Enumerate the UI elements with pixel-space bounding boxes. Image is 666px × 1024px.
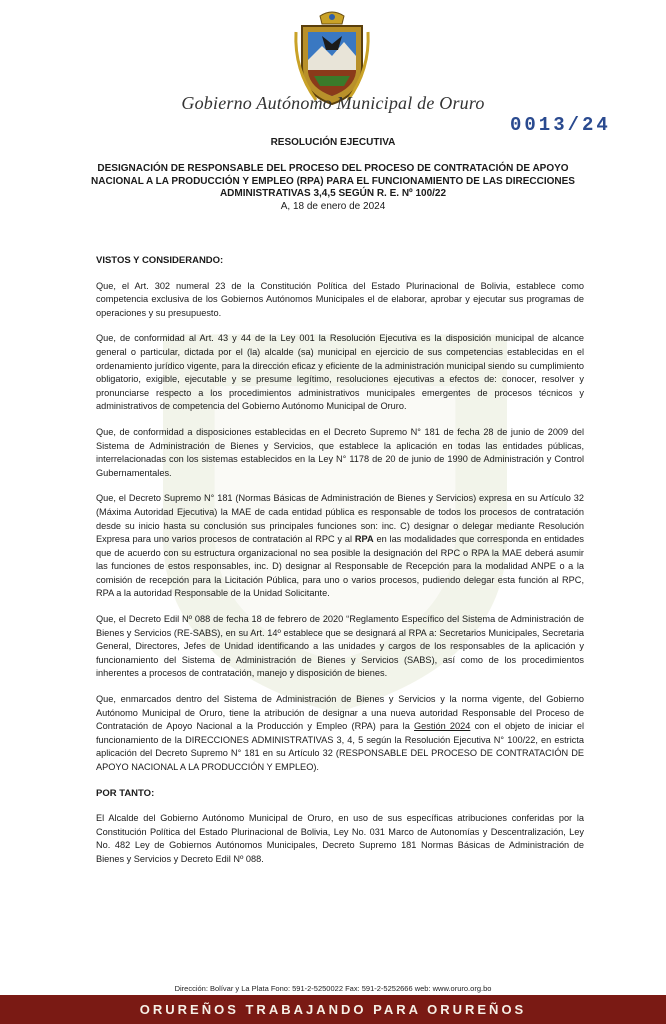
resolution-number-stamp: 0013/24 xyxy=(510,114,611,136)
government-name: Gobierno Autónomo Municipal de Oruro xyxy=(181,93,485,113)
paragraph-4 xyxy=(96,492,584,601)
heading-por-tanto: POR TANTO: xyxy=(96,787,155,799)
paragraph-4-bold: RPA xyxy=(354,534,374,545)
resolution-label: RESOLUCIÓN EJECUTIVA xyxy=(270,137,396,148)
paragraph-2: Que, de conformidad al Art. 43 y 44 de la Ley 001 la Resolución Ejecutiva es la disposición municipal de alcance general o particular, dictada por el (la) alcalde (sa) municipal en ejercicio de sus competencias establecidas en el ordenamiento jurídico vigente, para la dirección eficaz y eficiente de la administración municipal siendo su cumplimiento obligatorio, exigible, ejecutable y se presume legítimo, resoluciones ejecutivas a efectos de: conocer, resolver y pronunciarse respecto a los procedimientos administrativos municipales emergentes de procesos técnicos y administrativos de competencia del Gobierno Autónomo Municipal de Oruro. xyxy=(96,333,584,412)
paragraph-1: Que, el Art. 302 numeral 23 de la Constitución Política del Estado Plurinacional de Bolivia, establece como competencia exclusiva de los Gobiernos Autónomos Municipales el de elaborar, aprobar y ejecutar sus programas de operaciones y su presupuesto. xyxy=(96,280,584,318)
paragraph-6 xyxy=(96,693,584,775)
paragraph-3: Que, de conformidad a disposiciones establecidas en el Decreto Supremo N° 181 de fecha 28 de junio de 2009 del Sistema de Administración de Bienes y Servicios, que establece la aplicación en todas las entidades públicas, interrelacionadas con los sistemas establecidos en la Ley N° 1178 de 20 de junio de 1990 de Administración y Control Gubernamentales. xyxy=(96,426,584,478)
resolution-subject: DESIGNACIÓN DE RESPONSABLE DEL PROCESO DEL PROCESO DE CONTRATACIÓN DE APOYO NACIONAL A LA PRODUCCIÓN Y EMPLEO (RPA) PARA EL FUNCIONAMIENTO DE LAS DIRECCIONES ADMINISTRATIVAS 3,4,5 SEGÚN R. E. Nº 100/22 xyxy=(91,163,575,199)
paragraph-4-part-b: en las modalidades que corresponda en entidades que de acuerdo con su estructura organizacional no sea posible la designación del RPC o RPA la MAE deberá asumir las funciones de estos responsables, inc. D) designar al Responsable de Recepción para la modalidad ANPE o a la comisión de recepción para la Licitación Pública, para uno o varios procesos, pudiendo delegar esta función al RPC, RPA a la autoridad Responsable de la Unidad Solicitante. xyxy=(96,534,584,599)
paragraph-6-part-b: con el objeto de iniciar el funcionamiento de la DIRECCIONES ADMINISTRATIVAS 3, 4, 5 según la Resolución Ejecutiva N° 100/22, en estricta aplicación del Decreto Supremo N° 181 en su Artículo 32 (RESPONSABLE DEL PROCESO DE CONTRATACIÓN DE APOYO NACIONAL A LA PRODUCCIÓN Y EMPLEO). xyxy=(96,721,585,772)
resolution-date: A, 18 de enero de 2024 xyxy=(280,201,386,212)
footer-address: Dirección: Bolívar y La Plata Fono: 591-2-5250022 Fax: 591-2-5252666 web: www.oruro.org.bo xyxy=(174,984,492,993)
paragraph-6-part-a: Que, enmarcados dentro del Sistema de Administración de Bienes y Servicios y la norma vigente, del Gobierno Autónomo Municipal de Oruro, tiene la atribución de designar a una nueva autoridad Responsable del Proceso de Contratación de Apoyo Nacional a la Producción y Empleo (RPA) para la xyxy=(96,694,584,732)
paragraph-7: El Alcalde del Gobierno Autónomo Municipal de Oruro, en uso de sus específicas atribuciones conferidas por la Constitución Política del Estado Plurinacional de Bolivia, Ley No. 031 Marco de Autonomías y Descentralización, Ley No. 482 Ley de Gobiernos Autónomos Municipales, Decreto Supremo 181 Normas Básicas de Administración de Bienes y Servicios y Decreto Edil Nº 088. xyxy=(96,813,584,864)
paragraph-5: Que, el Decreto Edil Nº 088 de fecha 18 de febrero de 2020 “Reglamento Específico del Sistema de Administración de Bienes y Servicios (RE-SABS), en su Art. 14º establece que se designará al RPA a: Secretarios Municipales, Secretaria General, Directores, Jefes de Unidad identificando a las unidades y cargos de los responsables de la aplicación y funcionamiento del Sistema de Administración de Bienes y Servicios (SABS), así como de los procedimientos inherentes a procesos de contratación, manejo y disposición de bienes. xyxy=(96,614,584,679)
footer-slogan-band: ORUREÑOS TRABAJANDO PARA ORUREÑOS xyxy=(0,995,666,1024)
heading-vistos: VISTOS Y CONSIDERANDO: xyxy=(96,255,224,266)
paragraph-6-underlined: Gestión 2024 xyxy=(414,721,471,732)
document-body xyxy=(96,254,584,879)
paragraph-4-part-a: Que, el Decreto Supremo N° 181 (Normas Básicas de Administración de Bienes y Servicios) expresa en su Artículo 32 (Máxima Autoridad Ejecutiva) la MAE de cada entidad pública es responsable de todos los procesos de contratación desde su inicio hasta su conclusión sus principales funciones son: inc. C) designar o delegar mediante Resolución Expresa para uno varios procesos de contratación al RPC y al xyxy=(96,493,584,545)
